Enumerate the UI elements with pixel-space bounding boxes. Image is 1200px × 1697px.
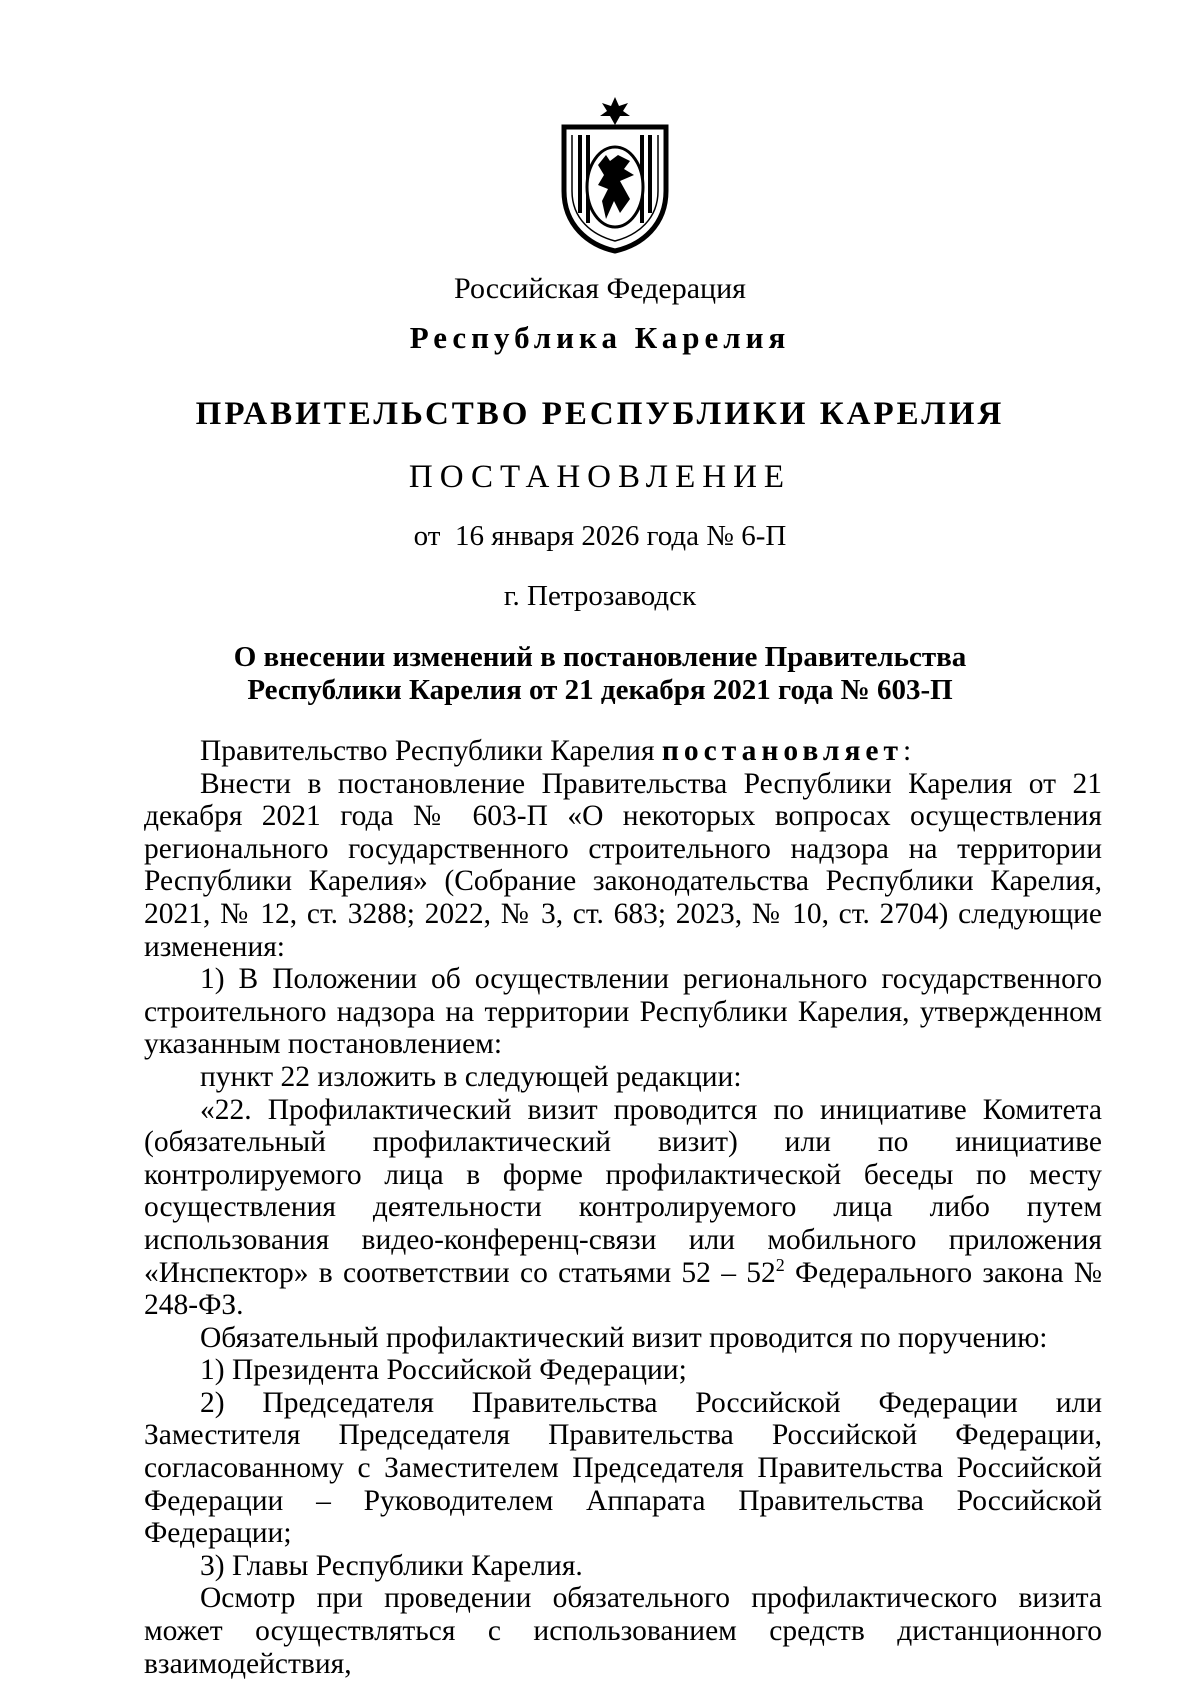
paragraph-point-22-intro: пункт 22 изложить в следующей редакции: [200, 1060, 742, 1093]
subject-line-1: О внесении изменений в постановление Правительства [233, 641, 967, 673]
document-body [144, 735, 1102, 1680]
point-22-text: «22. Профилактический визит проводится по инициативе Комитета (обязательный профилактический визит) или по инициативе контролируемого лица в форме профилактической беседы по месту осуществления деятельности контролируемого лица либо путем использования видео-конференц-связи или мобильного приложения «Инспектор» в соответствии со статьями 52 – 52 [144, 1093, 1102, 1289]
paragraph-item-1: 1) В Положении об осуществлении регионального государственного строительного надзора на территории Республики Карелия, утвержденном указанным постановлением: [144, 963, 1102, 1061]
paragraph-mandatory-visit: Обязательный профилактический визит проводится по поручению: [200, 1321, 1048, 1354]
intro-suffix: : [903, 735, 912, 767]
subject-line-2: Республики Карелия от 21 декабря 2021 года № 603-П [247, 674, 953, 706]
point-22-tail: Федерального закона № 248-ФЗ. [144, 1256, 1102, 1322]
list-item-chairman: 2) Председателя Правительства Российской Федерации или Заместителя Председателя Правительства Российской Федерации, согласованному с Заместителем Председателя Правительства Российской Федерации – Руководителем Аппарата Правительства Российской Федерации; [144, 1386, 1102, 1550]
document-subject [150, 641, 1050, 707]
intro-decree-word: постановляет [661, 735, 903, 767]
document-city: г. Петрозаводск [503, 580, 697, 612]
document-type: ПОСТАНОВЛЕНИЕ [408, 459, 792, 495]
document-date-number: от 16 января 2026 года № 6-П [413, 520, 787, 552]
point-22-superscript: 2 [775, 1254, 785, 1275]
paragraph-point-22 [144, 1094, 1102, 1322]
republic-name: Республика Карелия [409, 320, 791, 355]
intro-prefix: Правительство Республики Карелия [200, 735, 662, 767]
country-name: Российская Федерация [454, 272, 746, 305]
paragraph-amendment: Внести в постановление Правительства Республики Карелия от 21 декабря 2021 года № 603-П «О некоторых вопросах осуществления регионального государственного строительного надзора на территории Республики Карелия» (Собрание законодательства Республики Карелия, 2021, № 12, ст. 3288; 2022, № 3, ст. 683; 2023, № 10, ст. 2704) следующие изменения: [144, 767, 1102, 963]
government-title: ПРАВИТЕЛЬСТВО РЕСПУБЛИКИ КАРЕЛИЯ [195, 396, 1005, 432]
paragraph-inspection: Осмотр при проведении обязательного профилактического визита может осуществляться с использованием средств дистанционного взаимодействия, [144, 1582, 1102, 1680]
list-item-head-of-republic: 3) Главы Республики Карелия. [200, 1549, 583, 1582]
intro-paragraph [144, 735, 1102, 768]
karelia-coat-of-arms-icon [550, 95, 680, 255]
list-item-president: 1) Президента Российской Федерации; [200, 1354, 687, 1387]
